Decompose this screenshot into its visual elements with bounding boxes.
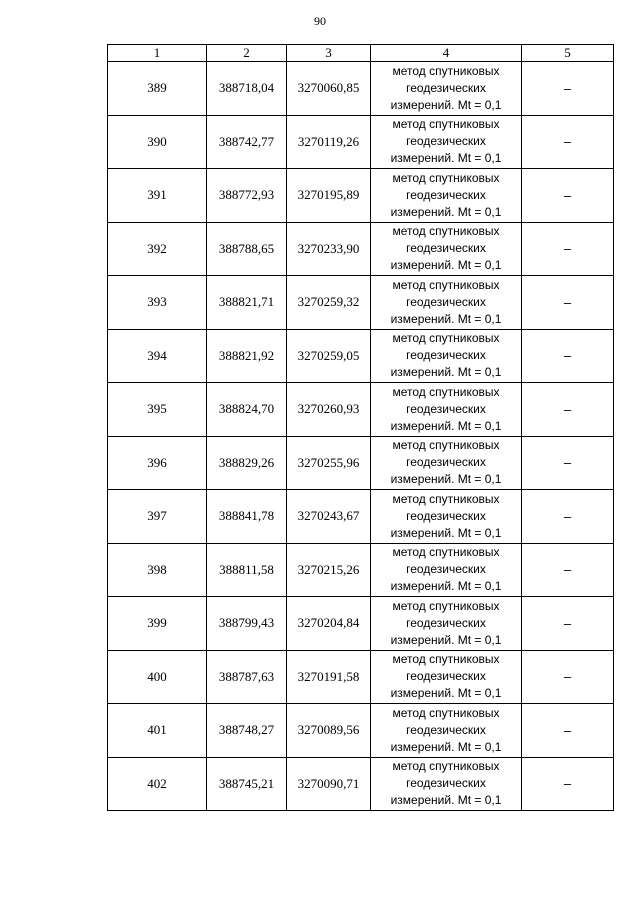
method-line: геодезических (406, 508, 486, 523)
header-col-1: 1 (108, 45, 207, 62)
method-cell (371, 436, 522, 490)
method-line: измерений. Mt = 0,1 (390, 258, 502, 273)
point-number-cell: 400 (108, 650, 207, 704)
table-row (108, 383, 614, 437)
point-number-cell: 396 (108, 436, 207, 490)
table-row (108, 704, 614, 758)
note-cell: – (522, 329, 614, 383)
point-number-cell: 399 (108, 597, 207, 651)
y-coordinate-cell: 3270255,96 (287, 436, 371, 490)
method-cell (371, 650, 522, 704)
x-coordinate-cell: 388821,92 (207, 329, 287, 383)
method-cell (371, 597, 522, 651)
x-coordinate-cell: 388811,58 (207, 543, 287, 597)
table-body (108, 62, 614, 811)
y-coordinate-cell: 3270089,56 (287, 704, 371, 758)
note-cell: – (522, 169, 614, 223)
point-number-cell: 393 (108, 276, 207, 330)
method-line: метод спутниковых (392, 224, 500, 239)
note-cell: – (522, 704, 614, 758)
method-cell (371, 757, 522, 811)
note-cell: – (522, 436, 614, 490)
header-col-2: 2 (207, 45, 287, 62)
table-row (108, 543, 614, 597)
method-line: метод спутниковых (392, 491, 500, 506)
header-col-4: 4 (371, 45, 522, 62)
point-number-cell: 395 (108, 383, 207, 437)
x-coordinate-cell: 388841,78 (207, 490, 287, 544)
method-line: измерений. Mt = 0,1 (390, 472, 502, 487)
point-number-cell: 394 (108, 329, 207, 383)
y-coordinate-cell: 3270233,90 (287, 222, 371, 276)
method-line: измерений. Mt = 0,1 (390, 525, 502, 540)
x-coordinate-cell: 388799,43 (207, 597, 287, 651)
method-cell (371, 115, 522, 169)
x-coordinate-cell: 388824,70 (207, 383, 287, 437)
x-coordinate-cell: 388745,21 (207, 757, 287, 811)
y-coordinate-cell: 3270243,67 (287, 490, 371, 544)
point-number-cell: 401 (108, 704, 207, 758)
method-line: метод спутниковых (392, 759, 500, 774)
method-cell (371, 543, 522, 597)
method-cell (371, 329, 522, 383)
note-cell: – (522, 115, 614, 169)
method-line: измерений. Mt = 0,1 (390, 579, 502, 594)
y-coordinate-cell: 3270195,89 (287, 169, 371, 223)
method-line: метод спутниковых (392, 117, 500, 132)
point-number-cell: 397 (108, 490, 207, 544)
y-coordinate-cell: 3270191,58 (287, 650, 371, 704)
method-line: метод спутниковых (392, 545, 500, 560)
method-line: метод спутниковых (392, 705, 500, 720)
table-row (108, 490, 614, 544)
table-row (108, 115, 614, 169)
y-coordinate-cell: 3270215,26 (287, 543, 371, 597)
coordinates-table (107, 44, 614, 811)
table-row (108, 222, 614, 276)
page-number: 90 (314, 14, 326, 28)
method-cell (371, 490, 522, 544)
y-coordinate-cell: 3270090,71 (287, 757, 371, 811)
method-cell (371, 62, 522, 116)
note-cell: – (522, 383, 614, 437)
x-coordinate-cell: 388718,04 (207, 62, 287, 116)
method-line: измерений. Mt = 0,1 (390, 686, 502, 701)
method-line: метод спутниковых (392, 331, 500, 346)
method-line: метод спутниковых (392, 170, 500, 185)
table-row (108, 436, 614, 490)
method-line: геодезических (406, 241, 486, 256)
table-row (108, 650, 614, 704)
method-cell (371, 383, 522, 437)
x-coordinate-cell: 388742,77 (207, 115, 287, 169)
note-cell: – (522, 650, 614, 704)
method-line: геодезических (406, 401, 486, 416)
method-line: метод спутниковых (392, 277, 500, 292)
x-coordinate-cell: 388821,71 (207, 276, 287, 330)
method-line: геодезических (406, 294, 486, 309)
table-row (108, 597, 614, 651)
point-number-cell: 402 (108, 757, 207, 811)
method-line: геодезических (406, 348, 486, 363)
method-line: геодезических (406, 776, 486, 791)
table-row (108, 62, 614, 116)
point-number-cell: 398 (108, 543, 207, 597)
method-line: геодезических (406, 669, 486, 684)
point-number-cell: 390 (108, 115, 207, 169)
method-line: измерений. Mt = 0,1 (390, 311, 502, 326)
y-coordinate-cell: 3270119,26 (287, 115, 371, 169)
method-line: геодезических (406, 134, 486, 149)
method-line: геодезических (406, 80, 486, 95)
method-line: измерений. Mt = 0,1 (390, 151, 502, 166)
method-line: метод спутниковых (392, 598, 500, 613)
y-coordinate-cell: 3270259,05 (287, 329, 371, 383)
method-line: метод спутниковых (392, 384, 500, 399)
header-col-3: 3 (287, 45, 371, 62)
y-coordinate-cell: 3270260,93 (287, 383, 371, 437)
x-coordinate-cell: 388772,93 (207, 169, 287, 223)
note-cell: – (522, 543, 614, 597)
method-line: измерений. Mt = 0,1 (390, 739, 502, 754)
point-number-cell: 392 (108, 222, 207, 276)
table-row (108, 757, 614, 811)
x-coordinate-cell: 388787,63 (207, 650, 287, 704)
note-cell: – (522, 62, 614, 116)
point-number-cell: 389 (108, 62, 207, 116)
method-cell (371, 276, 522, 330)
method-line: измерений. Mt = 0,1 (390, 793, 502, 808)
note-cell: – (522, 757, 614, 811)
point-number-cell: 391 (108, 169, 207, 223)
method-line: геодезических (406, 455, 486, 470)
y-coordinate-cell: 3270060,85 (287, 62, 371, 116)
x-coordinate-cell: 388748,27 (207, 704, 287, 758)
note-cell: – (522, 222, 614, 276)
table-header-row (108, 45, 614, 62)
method-line: геодезических (406, 562, 486, 577)
table-row (108, 276, 614, 330)
method-line: геодезических (406, 722, 486, 737)
note-cell: – (522, 276, 614, 330)
y-coordinate-cell: 3270204,84 (287, 597, 371, 651)
method-line: геодезических (406, 187, 486, 202)
table-row (108, 329, 614, 383)
method-line: измерений. Mt = 0,1 (390, 418, 502, 433)
note-cell: – (522, 597, 614, 651)
method-cell (371, 222, 522, 276)
method-line: геодезических (406, 615, 486, 630)
method-cell (371, 169, 522, 223)
header-col-5: 5 (522, 45, 614, 62)
method-line: измерений. Mt = 0,1 (390, 97, 502, 112)
x-coordinate-cell: 388788,65 (207, 222, 287, 276)
method-line: измерений. Mt = 0,1 (390, 365, 502, 380)
method-line: измерений. Mt = 0,1 (390, 632, 502, 647)
method-cell (371, 704, 522, 758)
method-line: метод спутниковых (392, 438, 500, 453)
method-line: метод спутниковых (392, 63, 500, 78)
table-row (108, 169, 614, 223)
y-coordinate-cell: 3270259,32 (287, 276, 371, 330)
note-cell: – (522, 490, 614, 544)
x-coordinate-cell: 388829,26 (207, 436, 287, 490)
method-line: измерений. Mt = 0,1 (390, 204, 502, 219)
method-line: метод спутниковых (392, 652, 500, 667)
